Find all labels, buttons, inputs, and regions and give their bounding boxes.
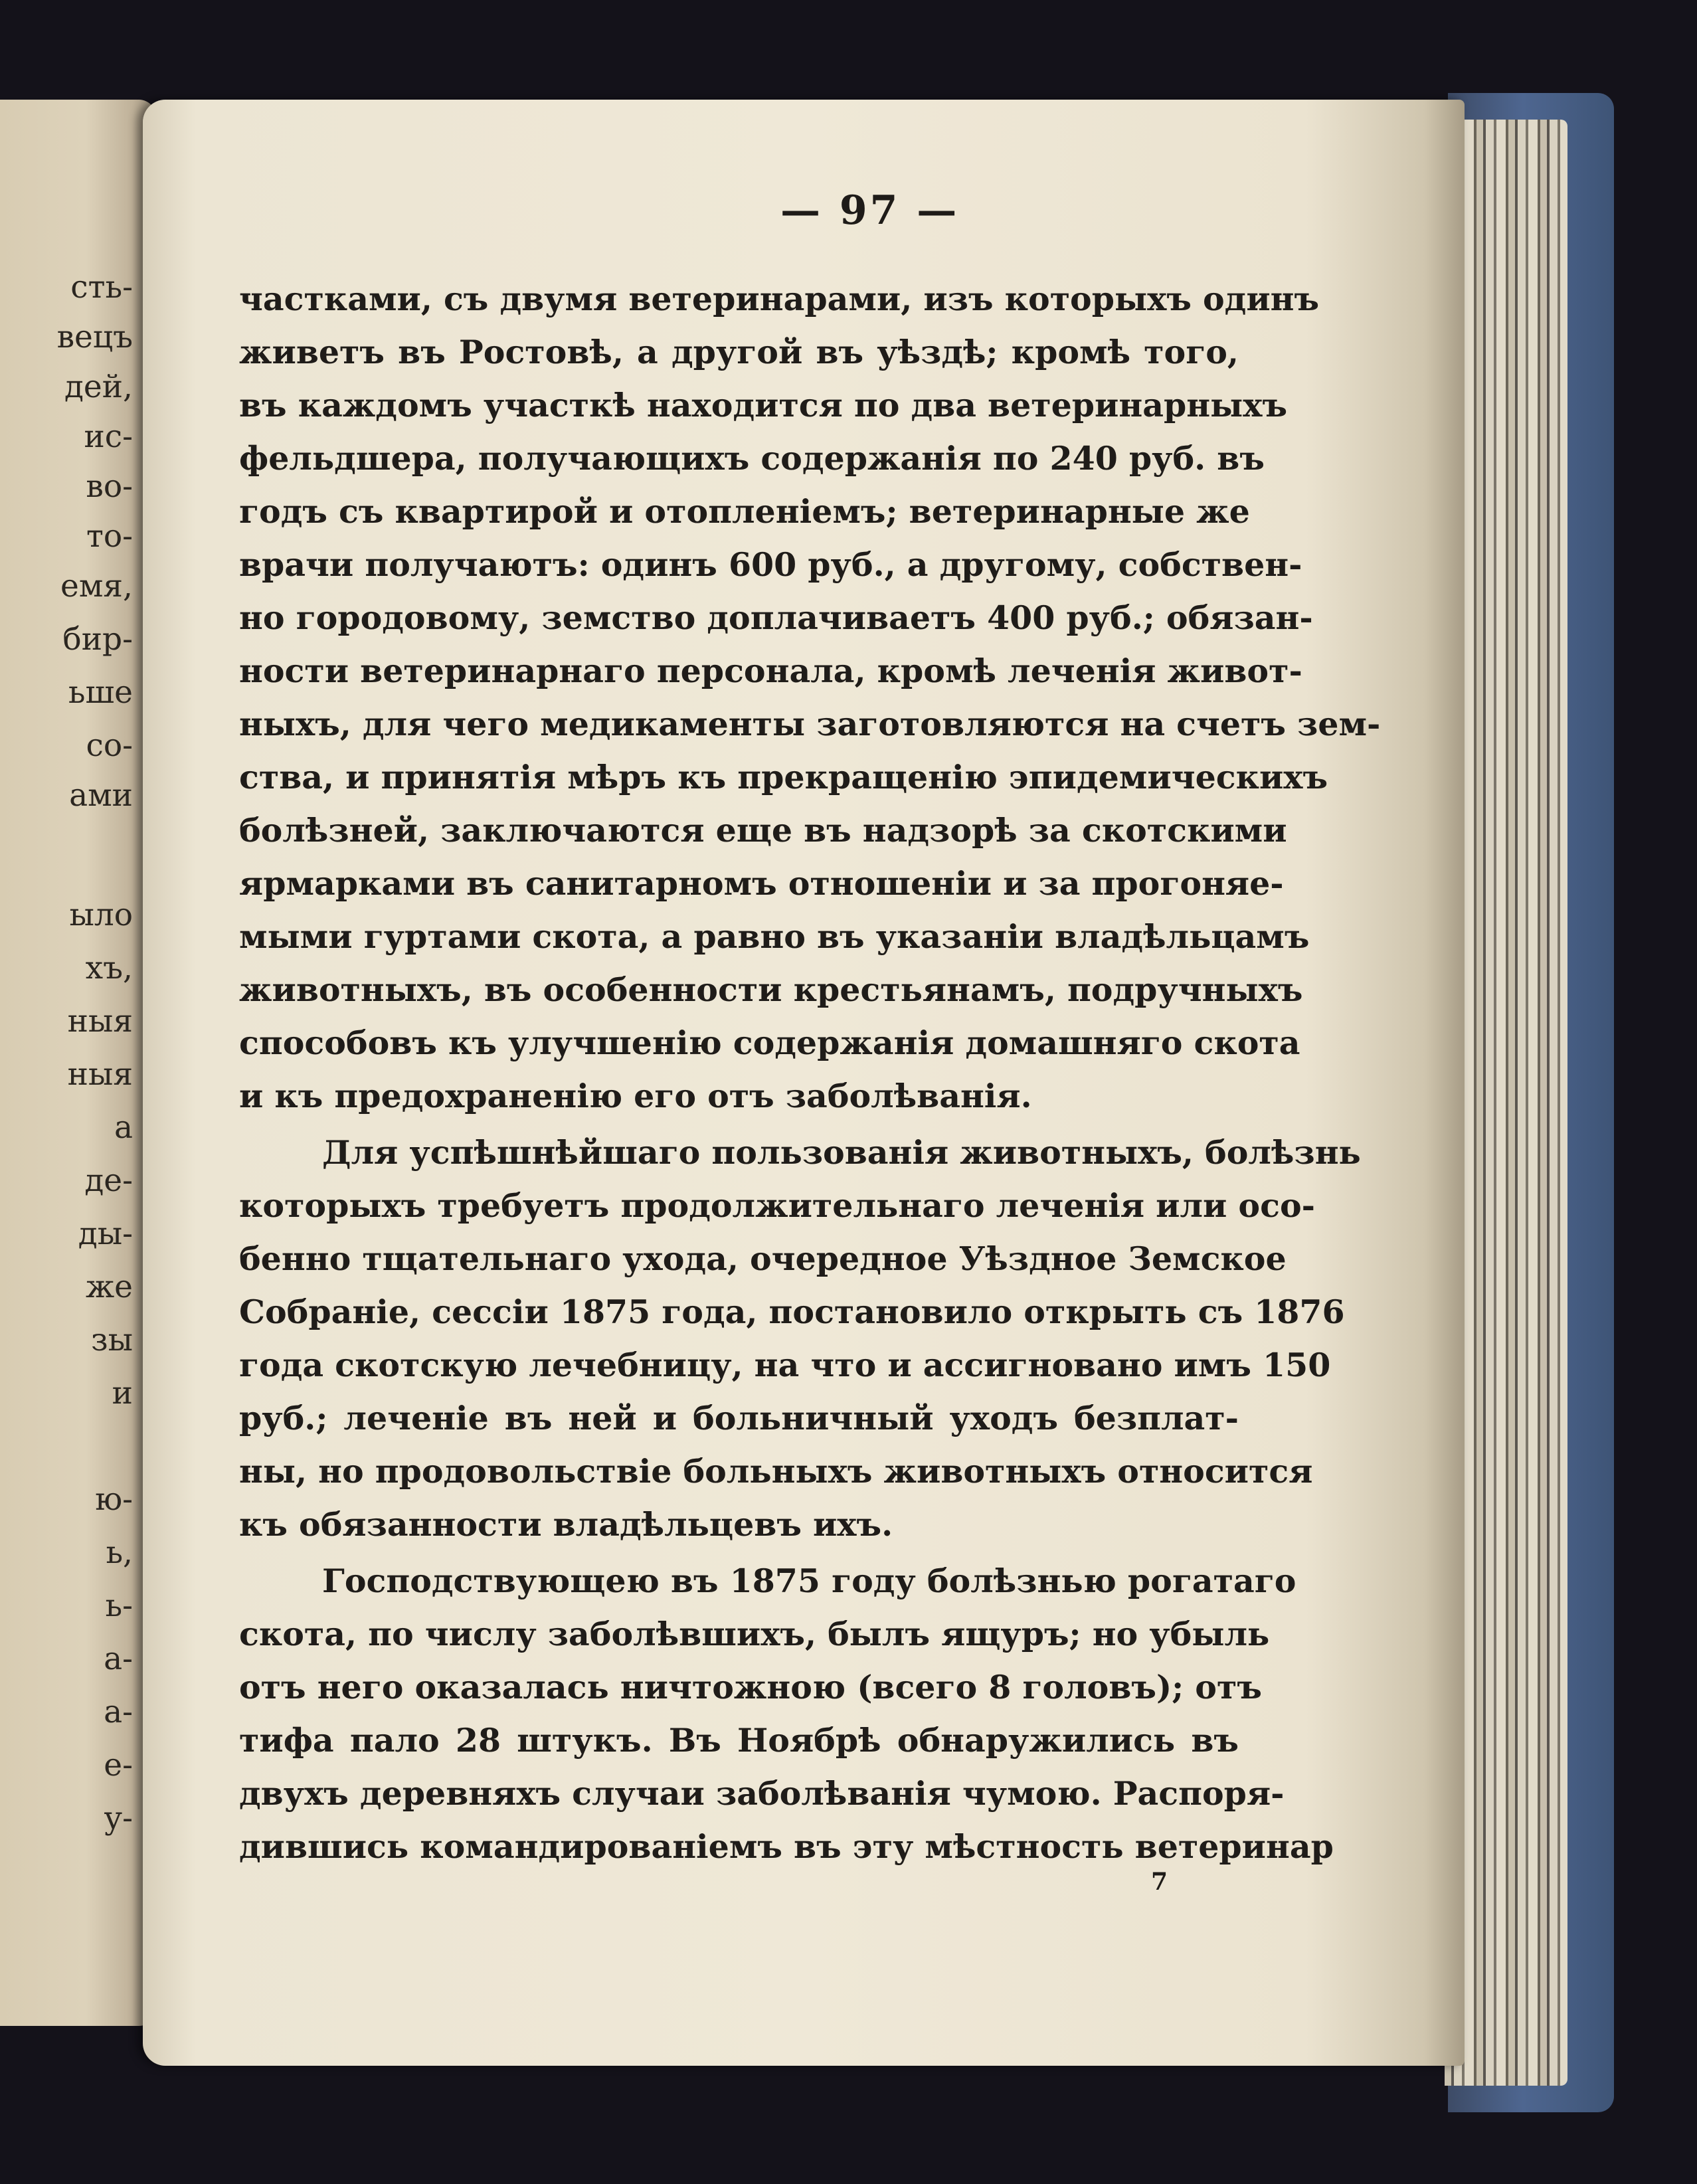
text-line: ныхъ, для чего медикаменты заготовляются на счетъ зем- — [239, 705, 1381, 743]
text-line: дившись командированіемъ въ эту мѣстность ветеринар — [239, 1827, 1334, 1866]
text-line: въ каждомъ участкѣ находится по два ветеринарныхъ — [239, 386, 1288, 424]
text-line: Господствующею въ 1875 году болѣзнью рогатаго — [322, 1562, 1296, 1600]
text-line: ности ветеринарнаго персонала, кромѣ леченія живот- — [239, 652, 1302, 690]
left-page-fragment: же — [85, 1269, 133, 1305]
text-line: и къ предохраненію его отъ заболѣванія. — [239, 1077, 1032, 1115]
left-page-fragment: ь- — [105, 1588, 133, 1624]
main-page — [143, 100, 1465, 2066]
text-line: животныхъ, въ особенности крестьянамъ, подручныхъ — [239, 970, 1303, 1009]
text-line: мыми гуртами скота, а равно въ указаніи владѣльцамъ — [239, 917, 1310, 956]
text-line: руб.; леченіе въ ней и больничный уходъ безплат- — [239, 1399, 1239, 1437]
left-page-fragment: у- — [104, 1800, 133, 1837]
left-page-fragment: емя, — [60, 568, 133, 604]
text-line: бенно тщательнаго ухода, очередное Уѣздное Земское — [239, 1239, 1287, 1278]
left-page-fragment: а — [114, 1109, 133, 1146]
left-page-fragment: ьше — [68, 674, 133, 711]
text-line: фельдшера, получающихъ содержанія по 240 руб. въ — [239, 439, 1265, 478]
left-page-fragment: хъ, — [85, 950, 133, 986]
text-line: которыхъ требуетъ продолжительнаго леченія или осо- — [239, 1186, 1315, 1225]
left-page-fragment: дей, — [64, 369, 133, 405]
left-page-fragment: ныя — [67, 1056, 133, 1093]
text-line: частками, съ двумя ветеринарами, изъ которыхъ одинъ — [239, 280, 1320, 318]
text-line: къ обязанности владѣльцевъ ихъ. — [239, 1505, 893, 1544]
text-line: ны, но продовольствіе больныхъ животныхъ относится — [239, 1452, 1313, 1491]
left-page-fragment: во- — [86, 468, 133, 505]
left-page-fragment: сть- — [70, 269, 133, 306]
text-line: ства, и принятія мѣръ къ прекращенію эпидемическихъ — [239, 758, 1328, 796]
left-page-fragment: ды- — [78, 1216, 133, 1252]
text-line: ярмарками въ санитарномъ отношеніи и за прогоняе- — [239, 864, 1284, 903]
text-line: живетъ въ Ростовѣ, а другой въ уѣздѣ; кромѣ того, — [239, 333, 1239, 371]
page-number: — 97 — — [780, 187, 960, 234]
left-page-fragment: со- — [86, 727, 133, 764]
left-page-fragment: де- — [84, 1162, 133, 1199]
text-line: Собраніе, сессіи 1875 года, постановило открыть съ 1876 — [239, 1293, 1345, 1331]
left-page-fragment: ыло — [69, 897, 133, 933]
left-page-fragment: вецъ — [56, 319, 133, 355]
left-page-fragment: бир- — [62, 621, 133, 658]
text-line: болѣзней, заключаются еще въ надзорѣ за скотскими — [239, 811, 1287, 850]
left-page — [0, 100, 156, 2026]
left-page-fragment: то- — [86, 518, 133, 555]
left-page-fragment: ами — [69, 777, 133, 814]
printer-signature-mark: 7 — [1151, 1868, 1168, 1896]
text-line: врачи получаютъ: одинъ 600 руб., а другому, собствен- — [239, 545, 1302, 584]
text-line: тифа пало 28 штукъ. Въ Ноябрѣ обнаружились въ — [239, 1721, 1239, 1760]
left-page-fragment: зы — [90, 1322, 133, 1358]
left-page-fragment: ь, — [106, 1534, 133, 1571]
text-line: годъ съ квартирой и отопленіемъ; ветеринарные же — [239, 492, 1250, 531]
left-page-fragment: ю- — [95, 1481, 133, 1518]
left-page-fragment: е- — [104, 1747, 133, 1783]
text-line: скота, по числу заболѣвшихъ, былъ ящуръ; но убыль — [239, 1615, 1270, 1653]
text-line: но городовому, земство доплачиваетъ 400 руб.; обязан- — [239, 598, 1313, 637]
text-line: Для успѣшнѣйшаго пользованія животныхъ, болѣзнь — [322, 1133, 1361, 1172]
left-page-fragment: ныя — [67, 1003, 133, 1040]
text-line: года скотскую лечебницу, на что и ассигновано имъ 150 — [239, 1346, 1331, 1384]
left-page-fragment: и — [112, 1375, 133, 1411]
left-page-fragment: а- — [104, 1694, 133, 1730]
left-page-fragment: а- — [104, 1641, 133, 1677]
text-line: двухъ деревняхъ случаи заболѣванія чумою. Распоря- — [239, 1774, 1285, 1813]
text-line: отъ него оказалась ничтожною (всего 8 головъ); отъ — [239, 1668, 1262, 1706]
left-page-fragment: ис- — [84, 418, 133, 455]
text-line: способовъ къ улучшенію содержанія домашняго скота — [239, 1024, 1300, 1062]
